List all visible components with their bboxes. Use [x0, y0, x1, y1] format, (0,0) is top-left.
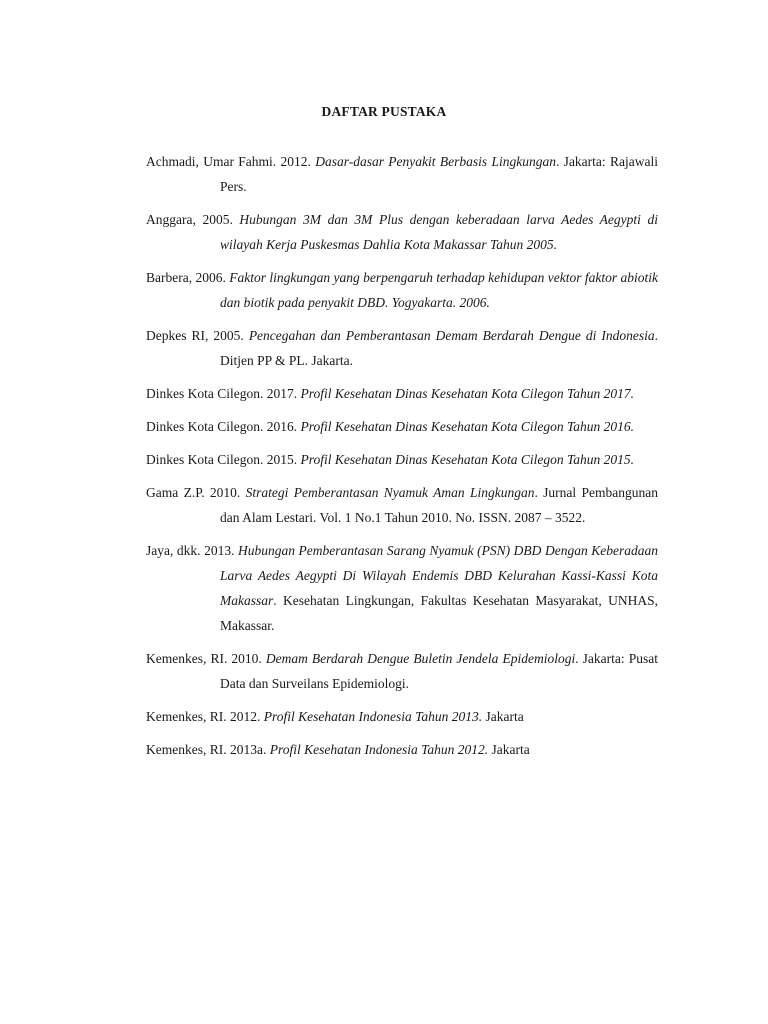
- reference-author-year: Achmadi, Umar Fahmi. 2012.: [146, 154, 316, 169]
- reference-details: . Ditjen PP & PL. Jakarta.: [220, 328, 658, 368]
- reference-author-year: Depkes RI, 2005.: [146, 328, 249, 343]
- reference-details: . Jakarta: Pusat Data dan Surveilans Epidemiologi.: [220, 651, 658, 691]
- reference-title: Dasar-dasar Penyakit Berbasis Lingkungan: [315, 154, 556, 169]
- reference-author-year: Jaya, dkk. 2013.: [146, 543, 238, 558]
- reference-details: . Jakarta: Rajawali Pers.: [220, 154, 658, 194]
- reference-details: Jakarta: [488, 742, 530, 757]
- reference-entry: [146, 704, 658, 729]
- reference-title: Faktor lingkungan yang berpengaruh terhadap kehidupan vektor faktor abiotik dan biotik pada penyakit DBD. Yogyakarta. 2006.: [220, 270, 658, 310]
- reference-entry: [146, 538, 658, 638]
- reference-author-year: Gama Z.P. 2010.: [146, 485, 246, 500]
- reference-author-year: Dinkes Kota Cilegon. 2017.: [146, 386, 301, 401]
- reference-details: . Kesehatan Lingkungan, Fakultas Kesehatan Masyarakat, UNHAS, Makassar.: [220, 593, 658, 633]
- reference-title: Hubungan 3M dan 3M Plus dengan keberadaan larva Aedes Aegypti di wilayah Kerja Puskesmas Dahlia Kota Makassar Tahun 2005.: [220, 212, 659, 252]
- reference-entry: [146, 447, 658, 472]
- reference-title: Pencegahan dan Pemberantasan Demam Berdarah Dengue di Indonesia: [248, 328, 655, 343]
- reference-title: Demam Berdarah Dengue Buletin Jendela Epidemiologi: [265, 651, 576, 666]
- reference-title: Profil Kesehatan Dinas Kesehatan Kota Cilegon Tahun 2015.: [300, 452, 635, 467]
- reference-author-year: Kemenkes, RI. 2013a.: [146, 742, 270, 757]
- reference-entry: [146, 207, 658, 257]
- reference-entry: [146, 480, 658, 530]
- reference-entry: [146, 737, 658, 762]
- reference-title: Profil Kesehatan Indonesia Tahun 2013.: [263, 709, 483, 724]
- reference-author-year: Anggara, 2005.: [146, 212, 240, 227]
- reference-author-year: Barbera, 2006.: [146, 270, 230, 285]
- reference-title: Profil Kesehatan Dinas Kesehatan Kota Cilegon Tahun 2017.: [300, 386, 635, 401]
- reference-entry: [146, 265, 658, 315]
- reference-entry: [146, 646, 658, 696]
- reference-title: Hubungan Pemberantasan Sarang Nyamuk (PSN) DBD Dengan Keberadaan Larva Aedes Aegypti Di Wilayah Endemis DBD Kelurahan Kassi-Kassi Kota Makassar: [220, 543, 658, 608]
- reference-title: Strategi Pemberantasan Nyamuk Aman Lingkungan: [245, 485, 535, 500]
- reference-author-year: Kemenkes, RI. 2010.: [146, 651, 266, 666]
- reference-author-year: Kemenkes, RI. 2012.: [146, 709, 264, 724]
- reference-author-year: Dinkes Kota Cilegon. 2015.: [146, 452, 301, 467]
- reference-title: Profil Kesehatan Dinas Kesehatan Kota Cilegon Tahun 2016.: [300, 419, 635, 434]
- reference-entry: [146, 323, 658, 373]
- reference-details: Jakarta: [482, 709, 524, 724]
- reference-list: [146, 149, 658, 770]
- reference-entry: [146, 381, 658, 406]
- page-title: DAFTAR PUSTAKA: [321, 104, 447, 119]
- reference-details: . Jurnal Pembangunan dan Alam Lestari. Vol. 1 No.1 Tahun 2010. No. ISSN. 2087 – 3522.: [220, 485, 658, 525]
- reference-entry: [146, 149, 658, 199]
- reference-author-year: Dinkes Kota Cilegon. 2016.: [146, 419, 301, 434]
- reference-entry: [146, 414, 658, 439]
- reference-title: Profil Kesehatan Indonesia Tahun 2012.: [269, 742, 489, 757]
